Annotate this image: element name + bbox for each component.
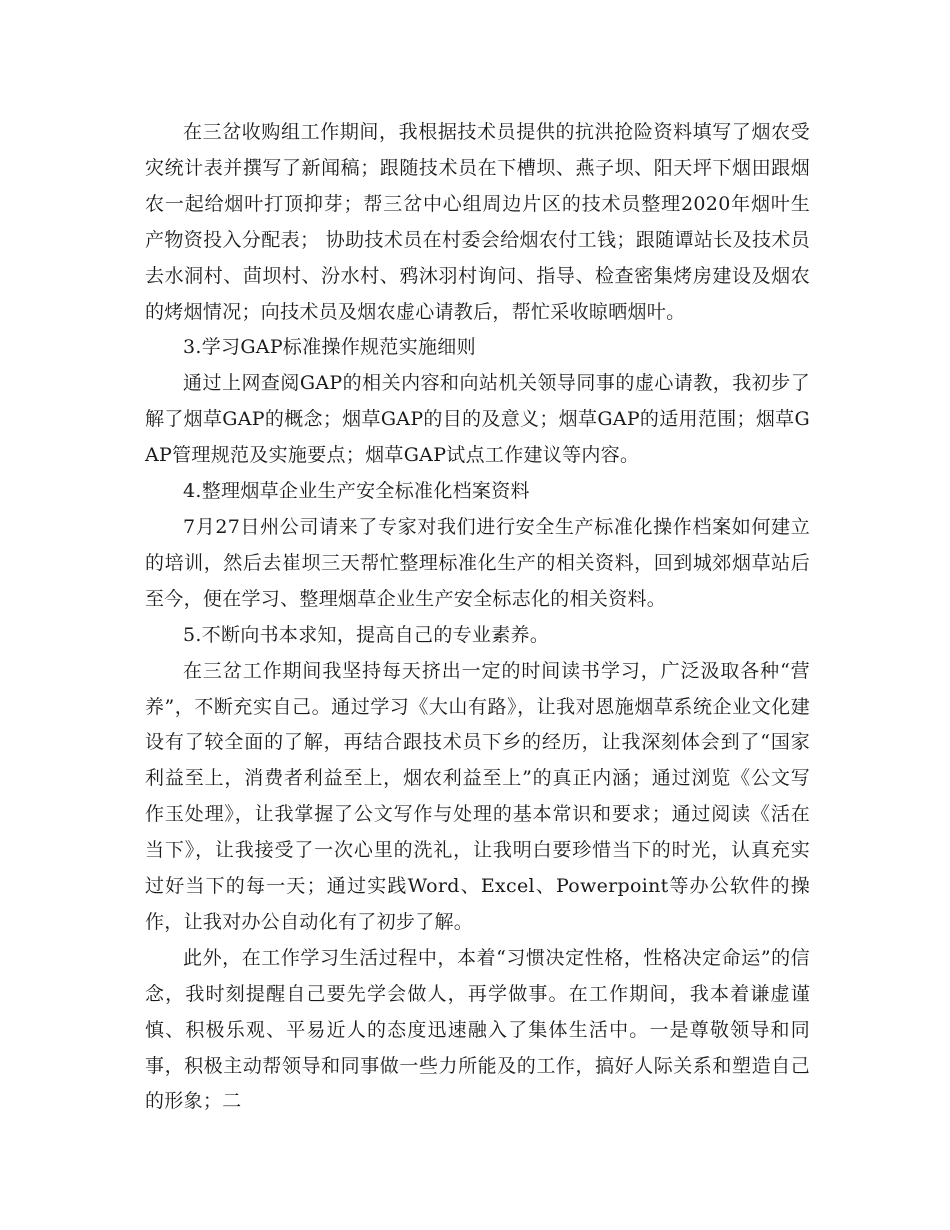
paragraph-conduct: 此外，在工作学习生活过程中，本着“习惯决定性格，性格决定命运”的信念，我时刻提醒自己要先学会做人，再学做事。在工作期间，我本着谦虚谨慎、积极乐观、平易近人的态度迅速融入了集体生活中。一是尊敬领导和同事，积极主动帮领导和同事做一些力所能及的工作，搞好人际关系和塑造自己的形象；二 bbox=[145, 946, 810, 1113]
heading-gap-study: 3.学习GAP标准操作规范实施细则 bbox=[183, 336, 476, 359]
paragraph-self-study: 在三岔工作期间我坚持每天挤出一定的时间读书学习，广泛汲取各种“营养”，不断充实自己。通过学习《大山有路》，让我对恩施烟草系统企业文化建设有了较全面的了解，再结合跟技术员下乡的经历，让我深刻体会到了“国家利益至上，消费者利益至上，烟农利益至上”的真正内涵；通过浏览《公文写作玉处理》，让我掌握了公文写作与处理的基本常识和要求；通过阅读《活在当下》，让我接受了一次心里的洗礼，让我明白要珍惜当下的时光，认真充实过好当下的每一天；通过实践Word、Excel、Powerpoint等办公软件的操作，让我对办公自动化有了初步了解。 bbox=[145, 659, 810, 933]
heading-self-study: 5.不断向书本求知，提高自己的专业素养。 bbox=[183, 623, 550, 646]
paragraph-safety-archive: 7月27日州公司请来了专家对我们进行安全生产标准化操作档案如何建立的培训，然后去崔坝三天帮忙整理标准化生产的相关资料，回到城郊烟草站后至今，便在学习、整理烟草企业生产安全标志化的相关资料。 bbox=[145, 515, 810, 610]
paragraph-gap-study: 通过上网查阅GAP的相关内容和向站机关领导同事的虚心请教，我初步了解了烟草GAP的概念；烟草GAP的目的及意义；烟草GAP的适用范围；烟草GAP管理规范及实施要点；烟草GAP试点工作建议等内容。 bbox=[145, 372, 810, 467]
paragraph-sancha-work: 在三岔收购组工作期间，我根据技术员提供的抗洪抢险资料填写了烟农受灾统计表并撰写了新闻稿；跟随技术员在下槽坝、燕子坝、阳天坪下烟田跟烟农一起给烟叶打顶抑芽；帮三岔中心组周边片区的技术员整理2020年烟叶生产物资投入分配表； 协助技术员在村委会给烟农付工钱；跟随谭站长及技术员去水洞村、茴坝村、汾水村、鸦沐羽村询问、指导、检查密集烤房建设及烟农的烤烟情况；向技术员及烟农虚心请教后，帮忙采收晾晒烟叶。 bbox=[145, 121, 810, 323]
heading-safety-archive: 4.整理烟草企业生产安全标准化档案资料 bbox=[183, 480, 530, 503]
document-body bbox=[145, 115, 810, 1120]
